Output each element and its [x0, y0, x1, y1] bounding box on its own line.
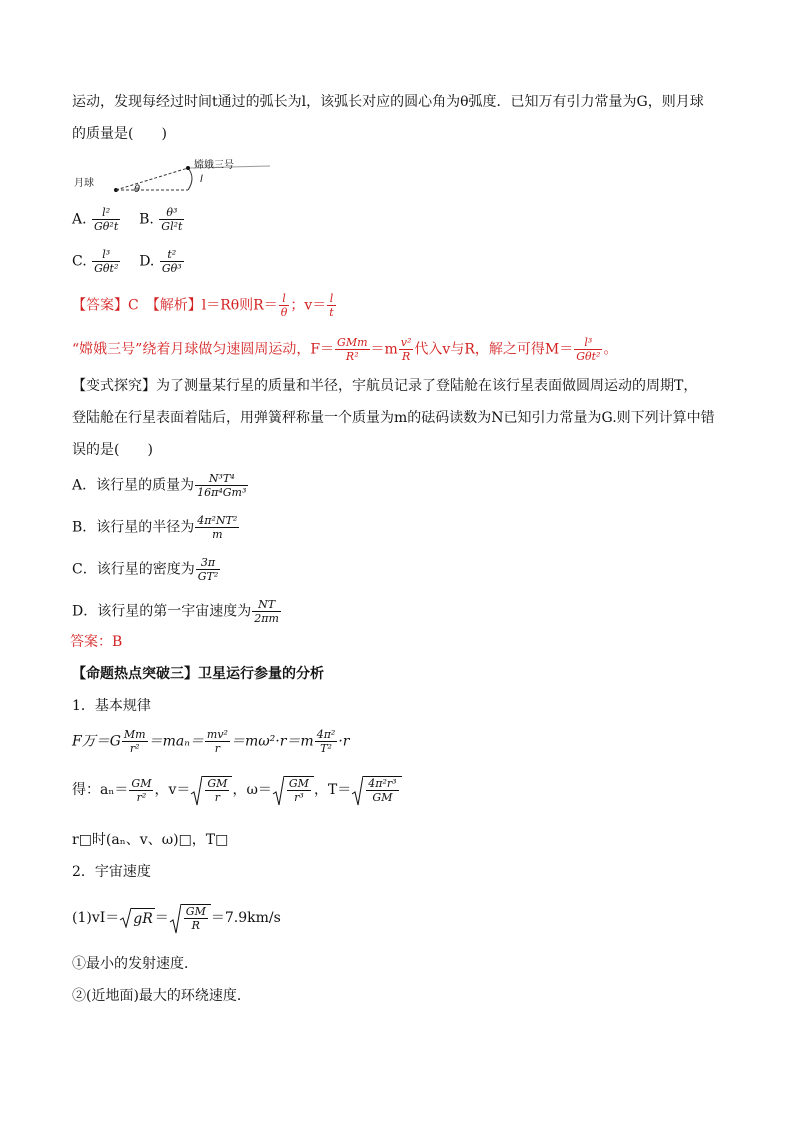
variant-answer: 答案：B	[70, 634, 123, 650]
eq2-sqrt-2	[272, 776, 314, 804]
eq2-sqrt-3	[351, 776, 401, 804]
variant-line-2: 登陆舱在行星表面着陆后，用弹簧秤称量一个质量为m的砝码读数为N已知引力常量为G.则下列计算中错	[72, 410, 715, 426]
option-d-den: Gθ³	[161, 262, 182, 275]
eq1-f2-den: r	[214, 742, 221, 755]
option-d-num: t²	[160, 248, 184, 262]
eq1-a: F万＝G	[72, 733, 121, 750]
equation-2	[72, 776, 402, 804]
radical-icon	[272, 776, 284, 806]
option-a-label: A.	[72, 211, 87, 228]
variant-a-text: A．该行星的质量为	[72, 477, 195, 494]
variant-option-d	[72, 598, 282, 625]
option-b-label: B.	[139, 211, 154, 228]
option-c-label: C.	[72, 253, 87, 270]
option-d-label: D.	[139, 253, 155, 270]
note-2: ②(近地面)最大的环绕速度．	[72, 988, 251, 1004]
variant-a-num: N³T⁴	[195, 472, 248, 486]
option-c-fraction	[92, 248, 120, 275]
eq2-s1-fraction	[205, 777, 229, 804]
answer-f5-num: l³	[574, 336, 602, 350]
option-a-fraction	[92, 206, 120, 233]
eq2-s1-den: r	[214, 791, 221, 804]
arc-label: l	[200, 174, 203, 185]
answer-fraction-5	[574, 336, 602, 363]
section-heading: 【命题热点突破三】卫星运行参量的分析	[72, 666, 324, 682]
eq2-s3-fraction	[366, 777, 398, 804]
variant-line-1: 【变式探究】为了测量某行星的质量和半径，宇航员记录了登陆舱在该行星表面做圆周运动的周期T，	[72, 378, 698, 394]
eq2-a: 得：aₙ＝	[72, 782, 129, 798]
eq4-sqrt-2	[169, 904, 211, 932]
option-a-num: l²	[92, 206, 120, 220]
eq1-f3-den: T²	[320, 742, 332, 755]
eq4-s-den: R	[191, 919, 200, 932]
answer-line-2	[72, 336, 617, 363]
eq2-f1-den: r²	[136, 790, 147, 804]
answer-f1-den: θ	[280, 306, 288, 319]
variant-c-fraction	[196, 556, 221, 583]
answer-f4-num: v²	[400, 336, 412, 349]
equation-1	[72, 728, 350, 755]
answer-fraction-4	[399, 336, 414, 363]
eq2-b: ，v＝	[154, 782, 191, 798]
eq4-b: gR	[131, 908, 155, 929]
eq1-b: ＝maₙ＝	[148, 733, 204, 750]
answer-fraction-3	[335, 336, 369, 363]
variant-a-fraction	[195, 472, 248, 499]
probe-dot	[186, 166, 190, 170]
section-item-2: 2．宇宙速度	[72, 864, 151, 880]
answer-f3-den: R²	[345, 350, 359, 363]
answer-prefix: 【答案】C 【解析】l＝Rθ则R＝	[72, 297, 278, 314]
eq1-fraction-2	[205, 728, 230, 755]
eq1-f1-den: r²	[129, 742, 140, 755]
variant-option-b	[72, 514, 240, 541]
eq4-c: ＝	[154, 910, 169, 926]
variant-d-num: NT	[252, 598, 281, 612]
probe-label: 嫦娥三号	[194, 160, 234, 171]
eq2-s2-num: GM	[288, 777, 309, 790]
eq4-sqrt-1	[119, 908, 155, 929]
variant-b-num: 4π²NT²	[197, 514, 238, 527]
eq2-c: ，ω＝	[232, 782, 272, 798]
variant-option-a	[72, 472, 249, 499]
answer-f5-den: Gθt²	[576, 350, 601, 363]
eq2-s2-fraction	[287, 777, 311, 804]
radical-icon	[351, 776, 363, 806]
eq1-f1-num: Mm	[123, 728, 146, 741]
orbit-figure	[74, 160, 300, 196]
option-d-fraction	[160, 248, 184, 275]
option-row-ab	[72, 206, 185, 233]
answer-line2-b: ＝m	[370, 341, 398, 358]
option-c-num: l³	[92, 248, 120, 262]
eq2-fraction-1	[129, 777, 153, 804]
variant-d-text: D．该行星的第一宇宙速度为	[72, 603, 252, 620]
eq2-s3-num: 4π²r³	[368, 777, 397, 790]
eq1-f2-num: mv²	[206, 728, 228, 741]
answer-line2-c: 代入v与R，解之可得M＝	[414, 341, 574, 358]
answer-mid: ；v＝	[290, 297, 327, 314]
answer-fraction-1	[279, 292, 290, 319]
eq2-sqrt-1	[190, 776, 232, 804]
variant-b-den: m	[212, 528, 223, 541]
equation-4	[72, 904, 281, 932]
variant-c-text: C．该行星的密度为	[72, 561, 195, 578]
problem-line-2: 的质量是( )	[72, 126, 167, 142]
section-item-1: 1．基本规律	[72, 698, 151, 714]
eq1-d: ·r	[338, 733, 350, 750]
note-1: ①最小的发射速度．	[72, 956, 198, 972]
variant-b-text: B．该行星的半径为	[72, 519, 195, 536]
eq4-s-fraction	[184, 905, 208, 932]
radius-line-2	[116, 168, 188, 190]
variant-c-den: GT²	[197, 570, 219, 583]
variant-d-fraction	[252, 598, 281, 625]
equation-3: r□时(aₙ、v、ω)□，T□	[72, 832, 229, 848]
eq1-f3-num: 4π²	[316, 728, 336, 741]
problem-line-1: 运动，发现每经过时间t通过的弧长为l，该弧长对应的圆心角为θ弧度．已知万有引力常量为G，则月球	[72, 94, 704, 110]
answer-line2-a: “嫦娥三号”绕着月球做匀速圆周运动，F＝	[72, 341, 335, 358]
answer-line2-d: 。	[603, 341, 618, 358]
eq1-fraction-1	[122, 728, 148, 755]
eq1-c: ＝mω²·r＝m	[230, 733, 314, 750]
option-row-cd	[72, 248, 185, 275]
option-b-num: θ³	[159, 206, 184, 220]
variant-c-num: 3π	[196, 556, 221, 570]
answer-f3-num: GMm	[337, 336, 368, 349]
answer-f2-num: l	[327, 292, 335, 306]
radical-icon	[190, 776, 202, 806]
option-b-fraction	[159, 206, 184, 233]
answer-f2-den: t	[329, 306, 334, 319]
eq1-fraction-3	[315, 728, 338, 755]
variant-line-3: 误的是( )	[72, 442, 153, 458]
variant-option-c	[72, 556, 221, 583]
moon-label: 月球	[74, 178, 94, 189]
eq2-f1-num: GM	[131, 776, 152, 790]
eq2-s2-den: r³	[294, 791, 304, 804]
option-a-den: Gθ²t	[94, 220, 119, 233]
answer-line-1	[72, 292, 337, 319]
radical-icon	[169, 904, 181, 934]
variant-d-den: 2πm	[254, 612, 279, 625]
answer-f1-num: l	[279, 292, 290, 306]
variant-b-fraction	[195, 514, 239, 541]
variant-a-den: 16π⁴Gm³	[197, 486, 247, 499]
eq2-d: ，T＝	[313, 782, 352, 798]
answer-fraction-2	[327, 292, 335, 319]
radical-icon	[119, 908, 131, 928]
eq2-s3-den: GM	[372, 791, 393, 804]
answer-f4-den: R	[401, 350, 411, 363]
eq4-d: ＝7.9km/s	[210, 910, 281, 926]
theta-label: θ	[134, 184, 141, 195]
option-b-den: Gl²t	[161, 220, 183, 233]
arc-path	[188, 168, 192, 190]
eq4-s-num: GM	[185, 905, 206, 918]
eq4-a: (1)vⅠ＝	[72, 910, 120, 926]
eq2-s1-num: GM	[207, 777, 228, 790]
option-c-den: Gθt²	[94, 262, 119, 275]
